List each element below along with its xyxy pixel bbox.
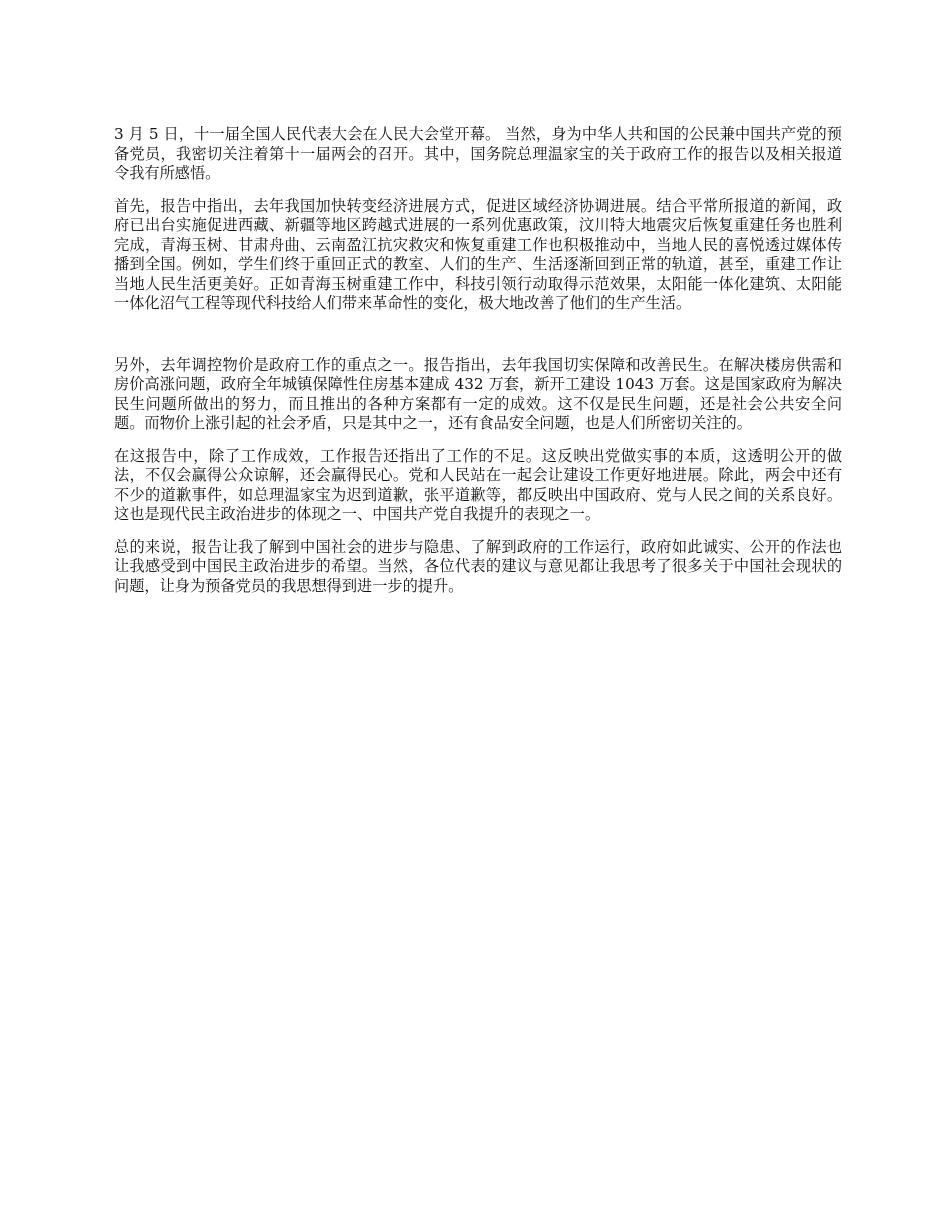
paragraph-economy: 首先，报告中指出，去年我国加快转变经济进展方式，促进区域经济协调进展。结合平常所报道的新闻，政府已出台实施促进西藏、新疆等地区跨越式进展的一系列优惠政策，汶川特大地震灾后恢复重建任务也胜利完成，青海玉树、甘肃舟曲、云南盈江抗灾救灾和恢复重建工作也积极推动中，当地人民的喜悦透过媒体传播到全国。例如，学生们终于重回正式的教室、人们的生产、生活逐渐回到正常的轨道，甚至，重建工作让当地人民生活更美好。正如青海玉树重建工作中，科技引领行动取得示范效果，太阳能一体化建筑、太阳能一体化沼气工程等现代科技给人们带来革命性的变化，极大地改善了他们的生产生活。 [114,196,842,312]
document-body [114,125,842,609]
paragraph-conclusion: 总的来说，报告让我了解到中国社会的进步与隐患、了解到政府的工作运行，政府如此诚实、公开的作法也让我感受到中国民主政治进步的希望。当然，各位代表的建议与意见都让我思考了很多关于中国社会现状的问题，让身为预备党员的我思想得到进一步的提升。 [114,537,842,595]
paragraph-shortcomings: 在这报告中，除了工作成效，工作报告还指出了工作的不足。这反映出党做实事的本质，这透明公开的做法，不仅会赢得公众谅解，还会赢得民心。党和人民站在一起会让建设工作更好地进展。除此，两会中还有不少的道歉事件，如总理温家宝为迟到道歉，张平道歉等，都反映出中国政府、党与人民之间的关系良好。这也是现代民主政治进步的体现之一、中国共产党自我提升的表现之一。 [114,446,842,523]
paragraph-intro: 3 月 5 日，十一届全国人民代表大会在人民大会堂开幕。 当然，身为中华人共和国的公民兼中国共产党的预备党员，我密切关注着第十一届两会的召开。其中，国务院总理温家宝的关于政府工作的报告以及相关报道令我有所感悟。 [114,125,842,182]
paragraph-prices: 另外，去年调控物价是政府工作的重点之一。报告指出，去年我国切实保障和改善民生。在解决楼房供需和房价高涨问题，政府全年城镇保障性住房基本建成 432 万套，新开工建设 1043 万套。这是国家政府为解决民生问题所做出的努力，而且推出的各种方案都有一定的成效。这不仅是民生问题，还是社会公共安全问题。而物价上涨引起的社会矛盾，只是其中之一，还有食品安全问题，也是人们所密切关注的。 [114,355,842,432]
